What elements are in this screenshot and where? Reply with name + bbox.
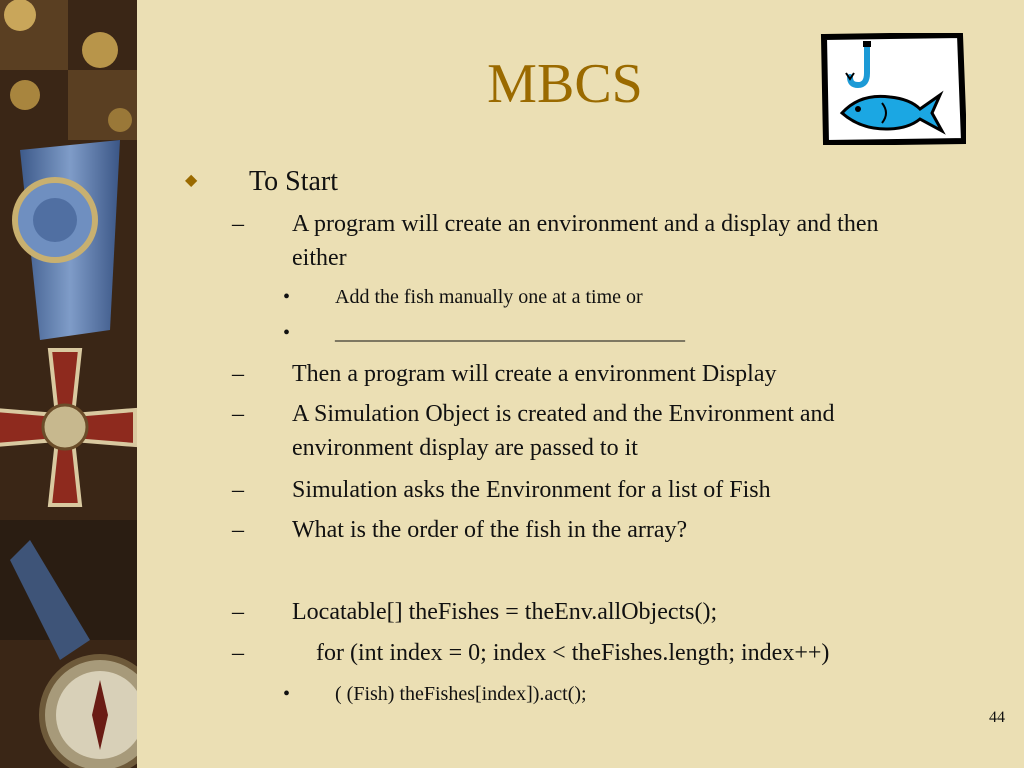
dot-bullet: • [283,286,291,308]
code-line: for (int index = 0; index < theFishes.length; index++) [292,640,830,666]
fish-and-hook-icon [820,33,966,145]
code-line: Locatable[] theFishes = theEnv.allObjects(); [292,599,718,625]
dash-bullet: – [232,211,244,237]
dot-bullet: • [283,683,291,705]
list-item-continuation: environment display are passed to it [292,435,638,461]
list-item-text: Simulation asks the Environment for a list of Fish [292,477,771,503]
list-item-text: Then a program will create a environment Display [292,361,777,387]
list-item-text: To Start [249,166,339,197]
dash-bullet: – [232,640,244,666]
dash-bullet: – [232,361,244,387]
list-item-text: What is the order of the fish in the array? [292,517,688,543]
dash-bullet: – [232,477,244,503]
page-number: 44 [989,709,1005,726]
dash-bullet: – [232,599,244,625]
list-item-text: A program will create an environment and a display and then [292,211,879,237]
list-item-text: Add the fish manually one at a time or [335,286,643,308]
slide-title: MBCS [487,53,643,115]
dash-bullet: – [232,401,244,427]
diamond-bullet-icon: ◆ [185,172,198,189]
decorative-medals-image [0,0,137,768]
fill-in-blank-line: ___________________________________ [335,322,685,344]
list-item-continuation: either [292,245,347,271]
code-line: ( (Fish) theFishes[index]).act(); [335,683,587,705]
list-item-text: A Simulation Object is created and the Environment and [292,401,835,427]
medals-illustration [0,0,137,768]
dot-bullet: • [283,322,291,344]
dash-bullet: – [232,517,244,543]
